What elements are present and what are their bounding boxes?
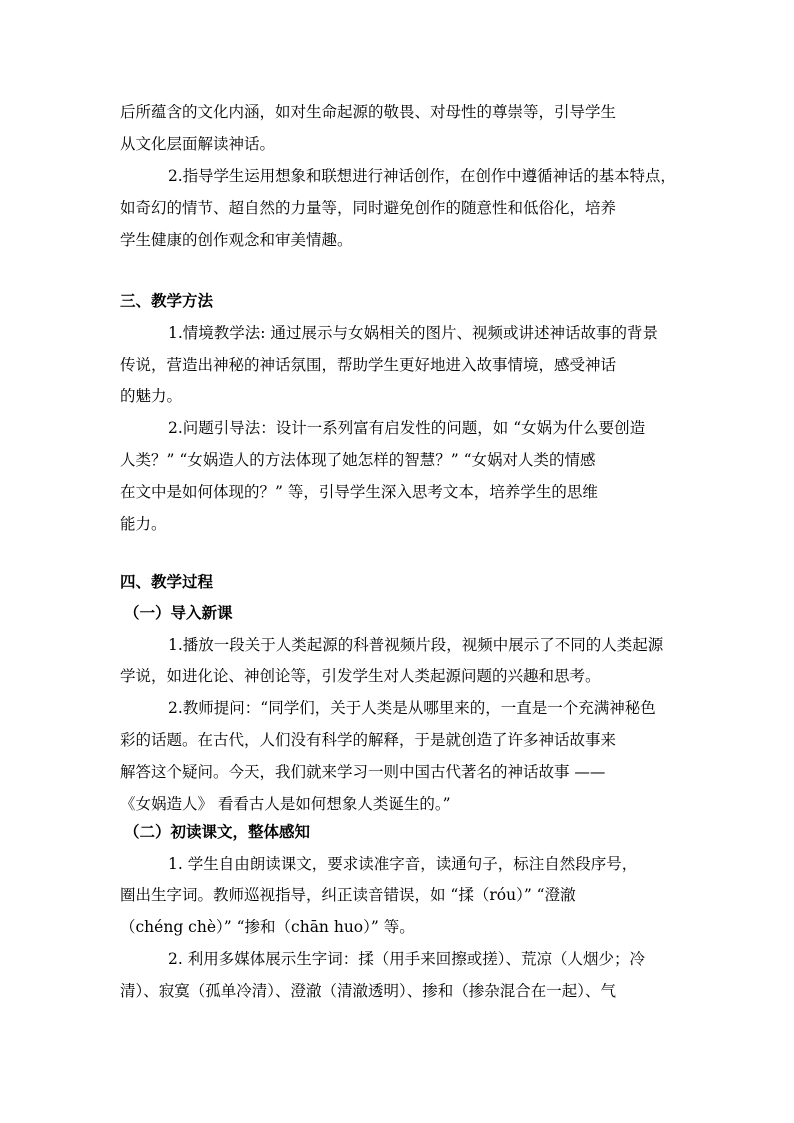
body-text-line: 圈出生字词。教师巡视指导，纠正读音错误，如 “揉（róu）” “澄澈 <box>120 886 576 904</box>
body-text-line: 1.情境教学法: 通过展示与女娲相关的图片、视频或讲述神话故事的背景 <box>168 324 658 342</box>
body-text-line: 学说，如进化论、神创论等，引发学生对人类起源问题的兴趣和思考。 <box>120 667 601 685</box>
body-text-line: 能力。 <box>120 515 167 533</box>
body-text-line: 传说，营造出神秘的神话氛围，帮助学生更好地进入故事情境，感受神话 <box>120 356 617 374</box>
body-text-line: 彩的话题。在古代，人们没有科学的解释，于是就创造了许多神话故事来 <box>120 731 617 749</box>
subsection-heading-intro: （一）导入新课 <box>124 603 233 622</box>
body-text-line: （chéng chè）” “掺和（chān huo）” 等。 <box>120 918 415 936</box>
body-text-line: 从文化层面解读神话。 <box>120 135 276 153</box>
body-text-line: 人类？” “女娲造人的方法体现了她怎样的智慧？” “女娲对人类的情感 <box>120 451 596 469</box>
body-text-line: 《女娲造人》 看看古人是如何想象人类诞生的。” <box>120 795 451 813</box>
body-text-line: 的魅力。 <box>120 387 183 405</box>
body-text-line: 1.播放一段关于人类起源的科普视频片段，视频中展示了不同的人类起源 <box>168 636 664 654</box>
body-text-line: 在文中是如何体现的？” 等，引导学生深入思考文本，培养学生的思维 <box>120 483 598 501</box>
section-heading-process: 四、教学过程 <box>120 572 214 591</box>
body-text-line: 后所蕴含的文化内涵，如对生命起源的敬畏、对母性的尊崇等，引导学生 <box>120 103 617 121</box>
subsection-heading-first-reading: （二）初读课文，整体感知 <box>124 822 311 841</box>
body-text-line: 如奇幻的情节、超自然的力量等，同时避免创作的随意性和低俗化，培养 <box>120 199 617 217</box>
body-text-line: 2.教师提问：“同学们，关于人类是从哪里来的，一直是一个充满神秘色 <box>168 699 656 717</box>
body-text-line: 2. 利用多媒体展示生字词：揉（用手来回擦或搓）、荒凉（人烟少；冷 <box>168 950 645 968</box>
body-text-line: 清）、寂寞（孤单冷清）、澄澈（清澈透明）、掺和（掺杂混合在一起）、气 <box>120 982 617 1000</box>
body-text-line: 解答这个疑问。今天，我们就来学习一则中国古代著名的神话故事 —— <box>120 763 606 781</box>
body-text-line: 2.问题引导法：设计一系列富有启发性的问题，如 “女娲为什么要创造 <box>168 419 646 437</box>
body-text-line: 学生健康的创作观念和审美情趣。 <box>120 231 353 249</box>
section-heading-methods: 三、教学方法 <box>120 291 214 310</box>
body-text-line: 2.指导学生运用想象和联想进行神话创作，在创作中遵循神话的基本特点， <box>168 167 676 185</box>
body-text-line: 1. 学生自由朗读课文，要求读准字音，读通句子，标注自然段序号， <box>168 855 638 873</box>
